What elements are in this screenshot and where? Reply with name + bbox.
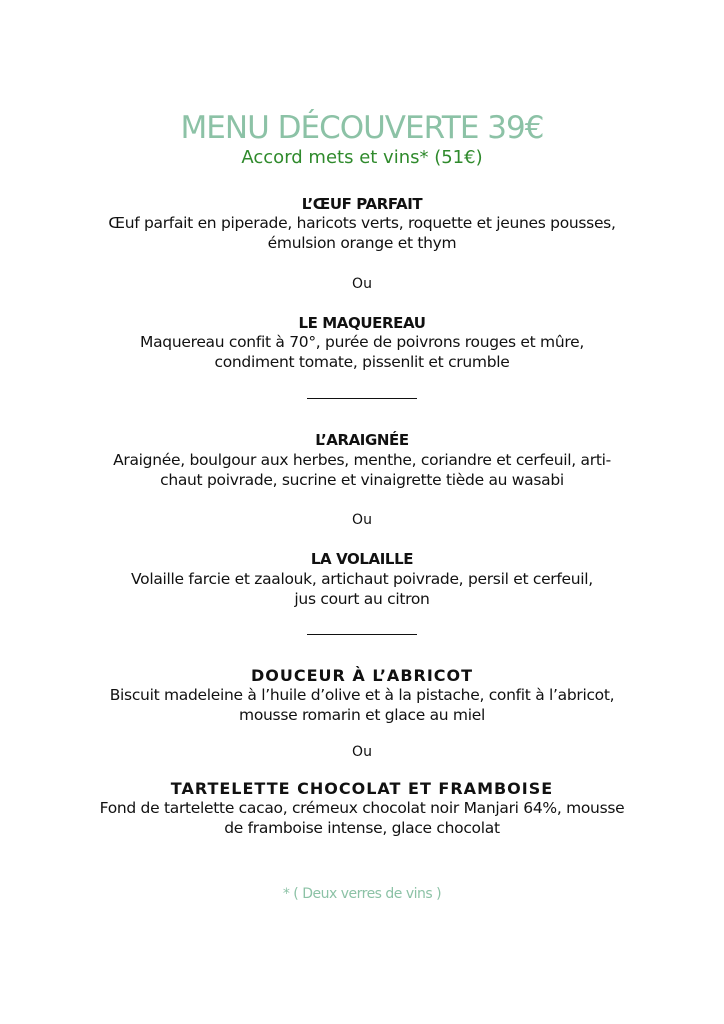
or-separator-text: Ou [352, 744, 372, 760]
dish-description-line: Araignée, boulgour aux herbes, menthe, coriandre et cerfeuil, arti- [113, 451, 611, 469]
dish-description-line: Œuf parfait en piperade, haricots verts, roquette et jeunes pousses, [108, 214, 616, 232]
dish-description-douceur-abricot [60, 685, 664, 725]
dish-description-araignee [60, 450, 664, 490]
dish-description-line: émulsion orange et thym [267, 234, 457, 252]
dish-description-tartelette [60, 798, 664, 838]
or-separator-text: Ou [352, 512, 372, 528]
dish-title-araignee: L’ARAIGNÉE [315, 431, 409, 449]
dish-description-line: mousse romarin et glace au miel [239, 706, 485, 724]
dish-description-line: de framboise intense, glace chocolat [224, 819, 500, 837]
dish-description-volaille [60, 569, 664, 609]
dish-title-maquereau: LE MAQUEREAU [298, 314, 426, 332]
or-separator-text: Ou [352, 276, 372, 292]
dish-description-line: Maquereau confit à 70°, purée de poivrons rouges et mûre, [140, 333, 584, 351]
dish-description-line: chaut poivrade, sucrine et vinaigrette tiède au wasabi [160, 471, 564, 489]
dish-description-line: Fond de tartelette cacao, crémeux chocolat noir Manjari 64%, mousse [99, 799, 625, 817]
dish-title-volaille: LA VOLAILLE [310, 550, 414, 568]
dish-title-douceur-abricot: DOUCEUR À L’ABRICOT [250, 666, 474, 685]
section-divider [307, 398, 417, 399]
footnote-wine-glasses: * ( Deux verres de vins ) [282, 886, 442, 902]
dish-description-line: jus court au citron [294, 590, 430, 608]
dish-description-oeuf-parfait [60, 213, 664, 253]
menu-title: MENU DÉCOUVERTE 39€ [180, 110, 544, 146]
dish-description-line: condiment tomate, pissenlit et crumble [214, 353, 510, 371]
dish-description-maquereau [60, 332, 664, 372]
dish-description-line: Biscuit madeleine à l’huile d’olive et à la pistache, confit à l’abricot, [109, 686, 615, 704]
section-divider [307, 634, 417, 635]
menu-subtitle: Accord mets et vins* (51€) [241, 147, 483, 168]
dish-title-oeuf-parfait: L’ŒUF PARFAIT [301, 195, 423, 213]
dish-title-tartelette: TARTELETTE CHOCOLAT ET FRAMBOISE [170, 779, 554, 798]
dish-description-line: Volaille farcie et zaalouk, artichaut poivrade, persil et cerfeuil, [131, 570, 593, 588]
